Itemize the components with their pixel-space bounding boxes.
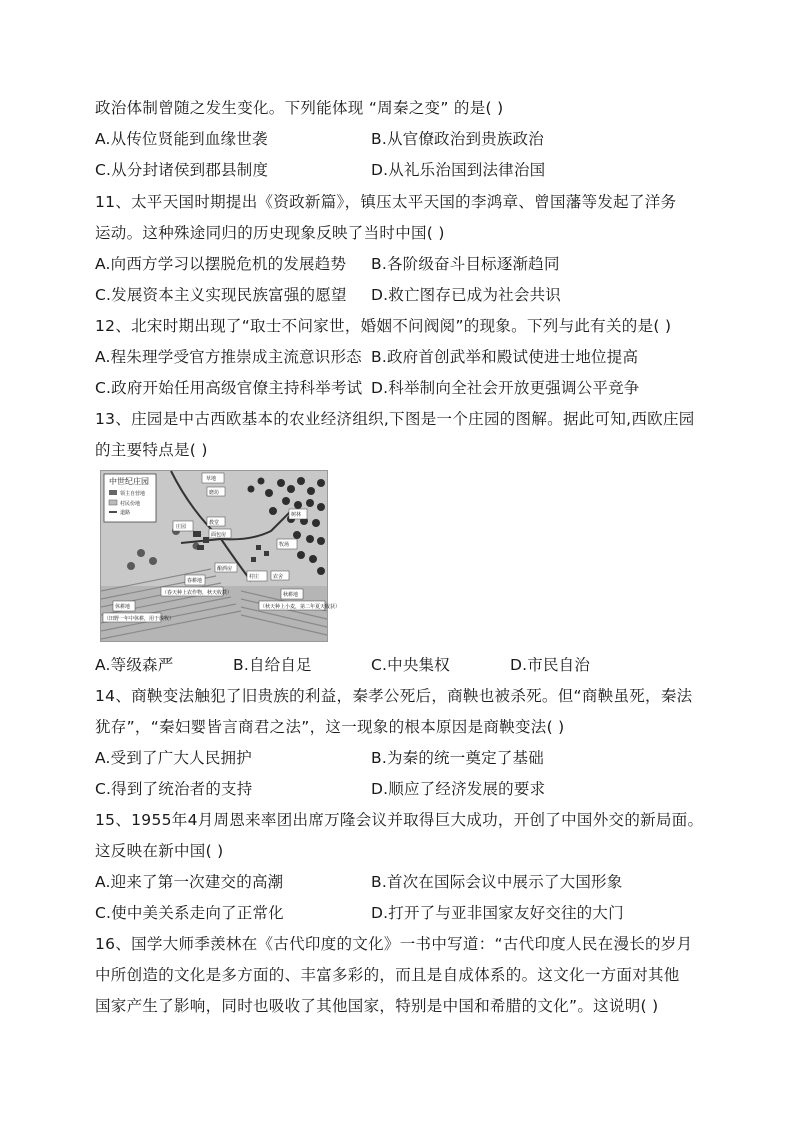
manor-map-drawing [101, 471, 341, 641]
q14-stem-line2: 犹存”，“秦妇婴皆言商君之法”，这一现象的根本原因是商鞅变法( ) [95, 718, 565, 736]
label-pasture: 牧场 [279, 542, 290, 548]
note-spring-field: （春天种上农作物，秋天收获） [162, 590, 233, 596]
q14-option-b: B.为秦的统一奠定了基础 [371, 749, 544, 767]
q10-option-d: D.从礼乐治国到法律治国 [371, 161, 546, 179]
note-fallow-field: （田野一年中休耕，用于放牧） [104, 616, 175, 622]
q15-stem-line1: 15、1955年4月周恩来率团出席万隆会议并取得巨大成功，开创了中国外交的新局面。 [95, 811, 704, 829]
q12-option-d: D.科举制向全社会开放更强调公平竞争 [371, 379, 640, 397]
label-manor: 庄园 [176, 524, 187, 530]
q12-stem: 12、北宋时期出现了“取士不问家世，婚姻不问阀阅”的现象。下列与此有关的是( ) [95, 317, 672, 335]
legend-peasant-land: 村民份地 [120, 501, 141, 507]
q15-option-c: C.使中美关系走向了正常化 [95, 904, 284, 922]
q11-option-b: B.各阶级奋斗目标逐渐趋同 [371, 255, 560, 273]
q16-stem-line1: 16、国学大师季羡林在《古代印度的文化》一书中写道：“古代印度人民在漫长的岁月 [95, 935, 693, 953]
label-fallow-field: 休耕地 [115, 604, 131, 610]
q11-stem-line2: 运动。这种殊途同归的历史现象反映了当时中国( ) [95, 224, 445, 242]
q11-option-c: C.发展资本主义实现民族富强的愿望 [95, 286, 347, 304]
q14-option-a: A.受到了广大人民拥护 [95, 749, 252, 767]
label-church: 教堂 [209, 520, 220, 526]
q14-option-d: D.顺应了经济发展的要求 [371, 780, 546, 798]
q16-stem-line3: 国家产生了影响，同时也吸收了其他国家，特别是中国和希腊的文化”。这说明( ) [95, 997, 659, 1015]
q13-option-d: D.市民自治 [510, 656, 591, 674]
legend-road: 道路 [120, 510, 131, 516]
q13-option-c: C.中央集权 [371, 656, 450, 674]
q13-stem-line1: 13、庄园是中古西欧基本的农业经济组织,下图是一个庄园的图解。据此可知,西欧庄园 [95, 410, 695, 428]
q15-option-d: D.打开了与亚非国家友好交往的大门 [371, 904, 624, 922]
q14-option-c: C.得到了统治者的支持 [95, 780, 253, 798]
label-woods: 树林 [291, 512, 302, 518]
q12-option-b: B.政府首创武举和殿试使进士地位提高 [371, 348, 639, 366]
map-title: 中世纪庄园 [109, 477, 149, 486]
q13-option-b: B.自给自足 [233, 656, 312, 674]
q10-option-a: A.从传位贤能到血缘世袭 [95, 130, 268, 148]
q16-stem-line2: 中所创造的文化是多方面的、丰富多彩的，而且是自成体系的。这文化一方面对其他 [95, 966, 680, 984]
q11-option-a: A.向西方学习以摆脱危机的发展趋势 [95, 255, 347, 273]
label-village: 村庄 [249, 574, 260, 580]
q15-stem-line2: 这反映在新中国( ) [95, 842, 224, 860]
q15-option-a: A.迎来了第一次建交的高潮 [95, 873, 284, 891]
note-autumn-field: （秋天种上小麦，第二年夏天收获） [260, 604, 341, 610]
q13-option-a: A.等级森严 [95, 656, 174, 674]
manor-map [100, 470, 341, 642]
q11-stem-line1: 11、太平天国时期提出《资政新篇》，镇压太平天国的李鸿章、曾国藩等发起了洋务 [95, 193, 677, 211]
q13-stem-line2: 的主要特点是( ) [95, 441, 208, 459]
legend-lord-demesne: 领主自营地 [120, 491, 146, 497]
label-mill: 磨坊 [209, 490, 220, 496]
q11-option-d: D.救亡图存已成为社会共识 [371, 286, 561, 304]
map-legend [104, 474, 156, 522]
q15-option-b: B.首次在国际会议中展示了大国形象 [371, 873, 623, 891]
q12-option-c: C.政府开始任用高级官僚主持科举考试 [95, 379, 363, 397]
q12-option-a: A.程朱理学受官方推崇成主流意识形态 [95, 348, 362, 366]
label-spring-field: 春耕地 [187, 578, 203, 584]
q10-option-c: C.从分封诸侯到郡县制度 [95, 161, 269, 179]
label-cottage: 农舍 [273, 574, 284, 580]
label-autumn-field: 秋耕地 [283, 592, 299, 598]
q10-stem-end: 政治体制曾随之发生变化。下列能体现 “周秦之变” 的是( ) [95, 99, 504, 117]
q10-option-b: B.从官僚政治到贵族政治 [371, 130, 544, 148]
q14-stem-line1: 14、商鞅变法触犯了旧贵族的利益，秦孝公死后，商鞅也被杀死。但“商鞅虽死，秦法 [95, 687, 693, 705]
label-meadow: 草地 [206, 476, 217, 482]
label-bakery: 面包房 [211, 532, 227, 538]
label-brewery: 酿酒房 [217, 566, 233, 572]
